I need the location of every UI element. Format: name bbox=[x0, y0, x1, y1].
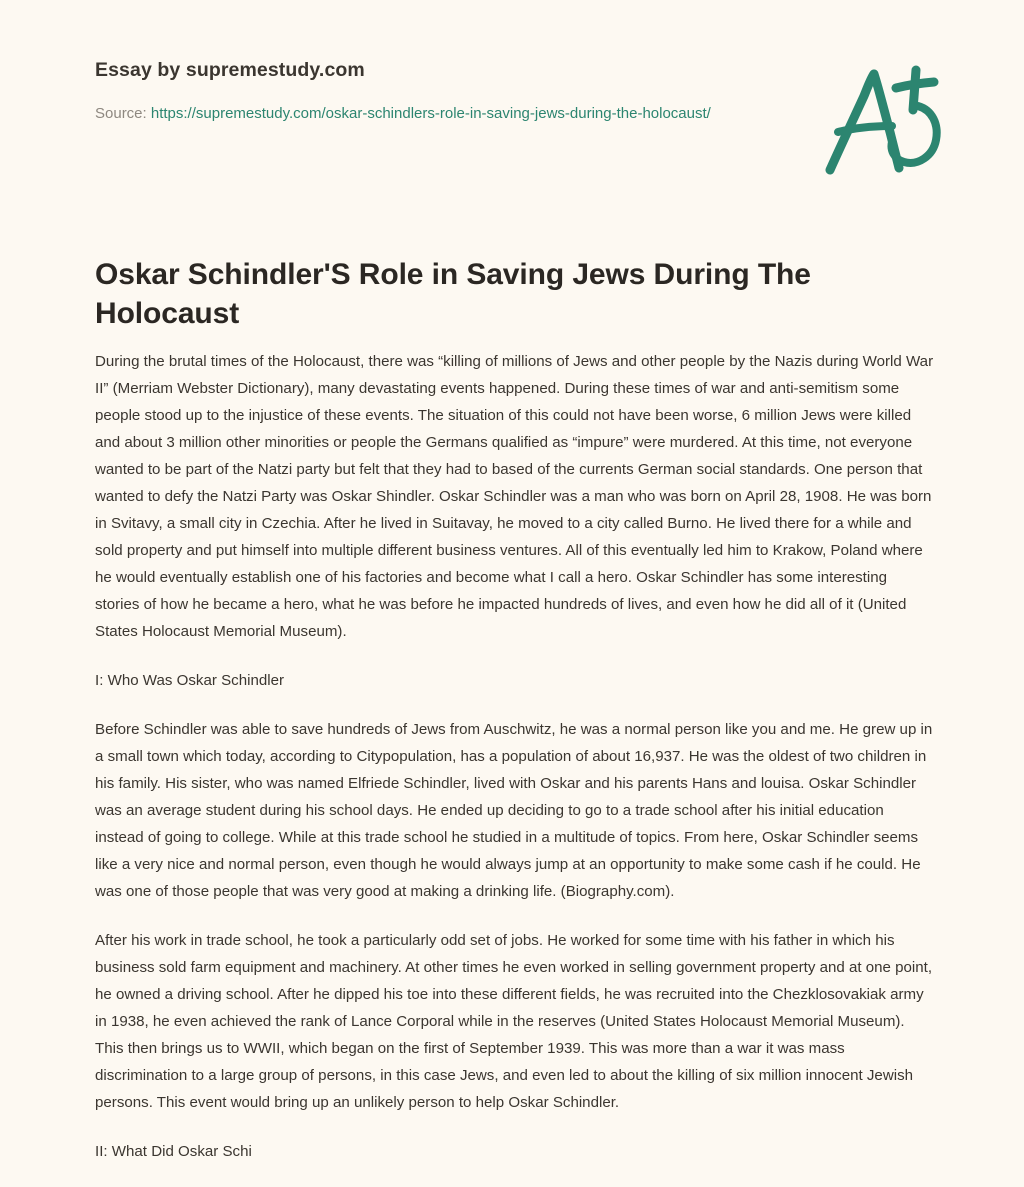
source-line bbox=[95, 102, 715, 126]
a-plus-logo bbox=[808, 48, 958, 188]
section-heading: II: What Did Oskar Schi bbox=[95, 1143, 252, 1161]
paragraph: After his work in trade school, he took a particularly odd set of jobs. He worked for some time with his father in which his business sold farm equipment and machinery. At other times he even worked in selling government property and at one point, he owned a driving school. After he dipped his toe into these different fields, he was recruited into the Chezklosovakiak army in 1938, he even achieved the rank of Lance Corporal while in the reserves (United States Holocaust Memorial Museum). This then brings us to WWII, which began on the first of September 1939. This was more than a war it was mass discrimination to a large group of persons, in this case Jews, and even led to about the killing of six million innocent Jewish persons. This event would bring up an unlikely person to help Oskar Schindler. bbox=[95, 932, 933, 1112]
page-title: Oskar Schindler'S Role in Saving Jews During The Holocaust bbox=[95, 258, 811, 330]
page-header bbox=[0, 0, 1024, 200]
section-heading: I: Who Was Oskar Schindler bbox=[95, 672, 285, 690]
source-url-link[interactable]: https://supremestudy.com/oskar-schindlers-role-in-saving-jews-during-the-holocaust/ bbox=[150, 105, 711, 123]
paragraph: Before Schindler was able to save hundreds of Jews from Auschwitz, he was a normal person like you and me. He grew up in a small town which today, according to Citypopulation, has a population of about 16,937. He was the oldest of two children in his family. His sister, who was named Elfriede Schindler, lived with Oskar and his parents Hans and louisa. Oskar Schindler was an average student during his school days. He ended up deciding to go to a trade school after his initial education instead of going to college. While at this trade school he studied in a multitude of topics. From here, Oskar Schindler seems like a very nice and normal person, even though he would always jump at an opportunity to make some cash if he could. He was one of those people that was very good at making a drinking life. (Biography.com). bbox=[95, 721, 933, 901]
paragraph: During the brutal times of the Holocaust, there was “killing of millions of Jews and other people by the Nazis during World War II” (Merriam Webster Dictionary), many devastating events happened. During these times of war and anti-semitism some people stood up to the injustice of these events. The situation of this could not have been worse, 6 million Jews were killed and about 3 million other minorities or people the Germans qualified as “impure” were murdered. At this time, not everyone wanted to be part of the Natzi party but felt that they had to based of the currents German social standards. One person that wanted to defy the Natzi Party was Oskar Shindler. Oskar Schindler was a man who was born on April 28, 1908. He was born in Svitavy, a small city in Czechia. After he lived in Suitavay, he moved to a city called Burno. He lived there for a while and sold property and put himself into multiple different business ventures. All of this eventually led him to Krakow, Poland where he would eventually establish one of his factories and become what I call a hero. Oskar Schindler has some interesting stories of how he became a hero, what he was before he impacted hundreds of lives, and even how he did all of it (United States Holocaust Memorial Museum). bbox=[95, 353, 934, 641]
source-label: Source: bbox=[95, 105, 147, 123]
essay-body bbox=[95, 348, 935, 1187]
header-text-block bbox=[95, 58, 715, 127]
essay-attribution: Essay by supremestudy.com bbox=[95, 59, 365, 81]
